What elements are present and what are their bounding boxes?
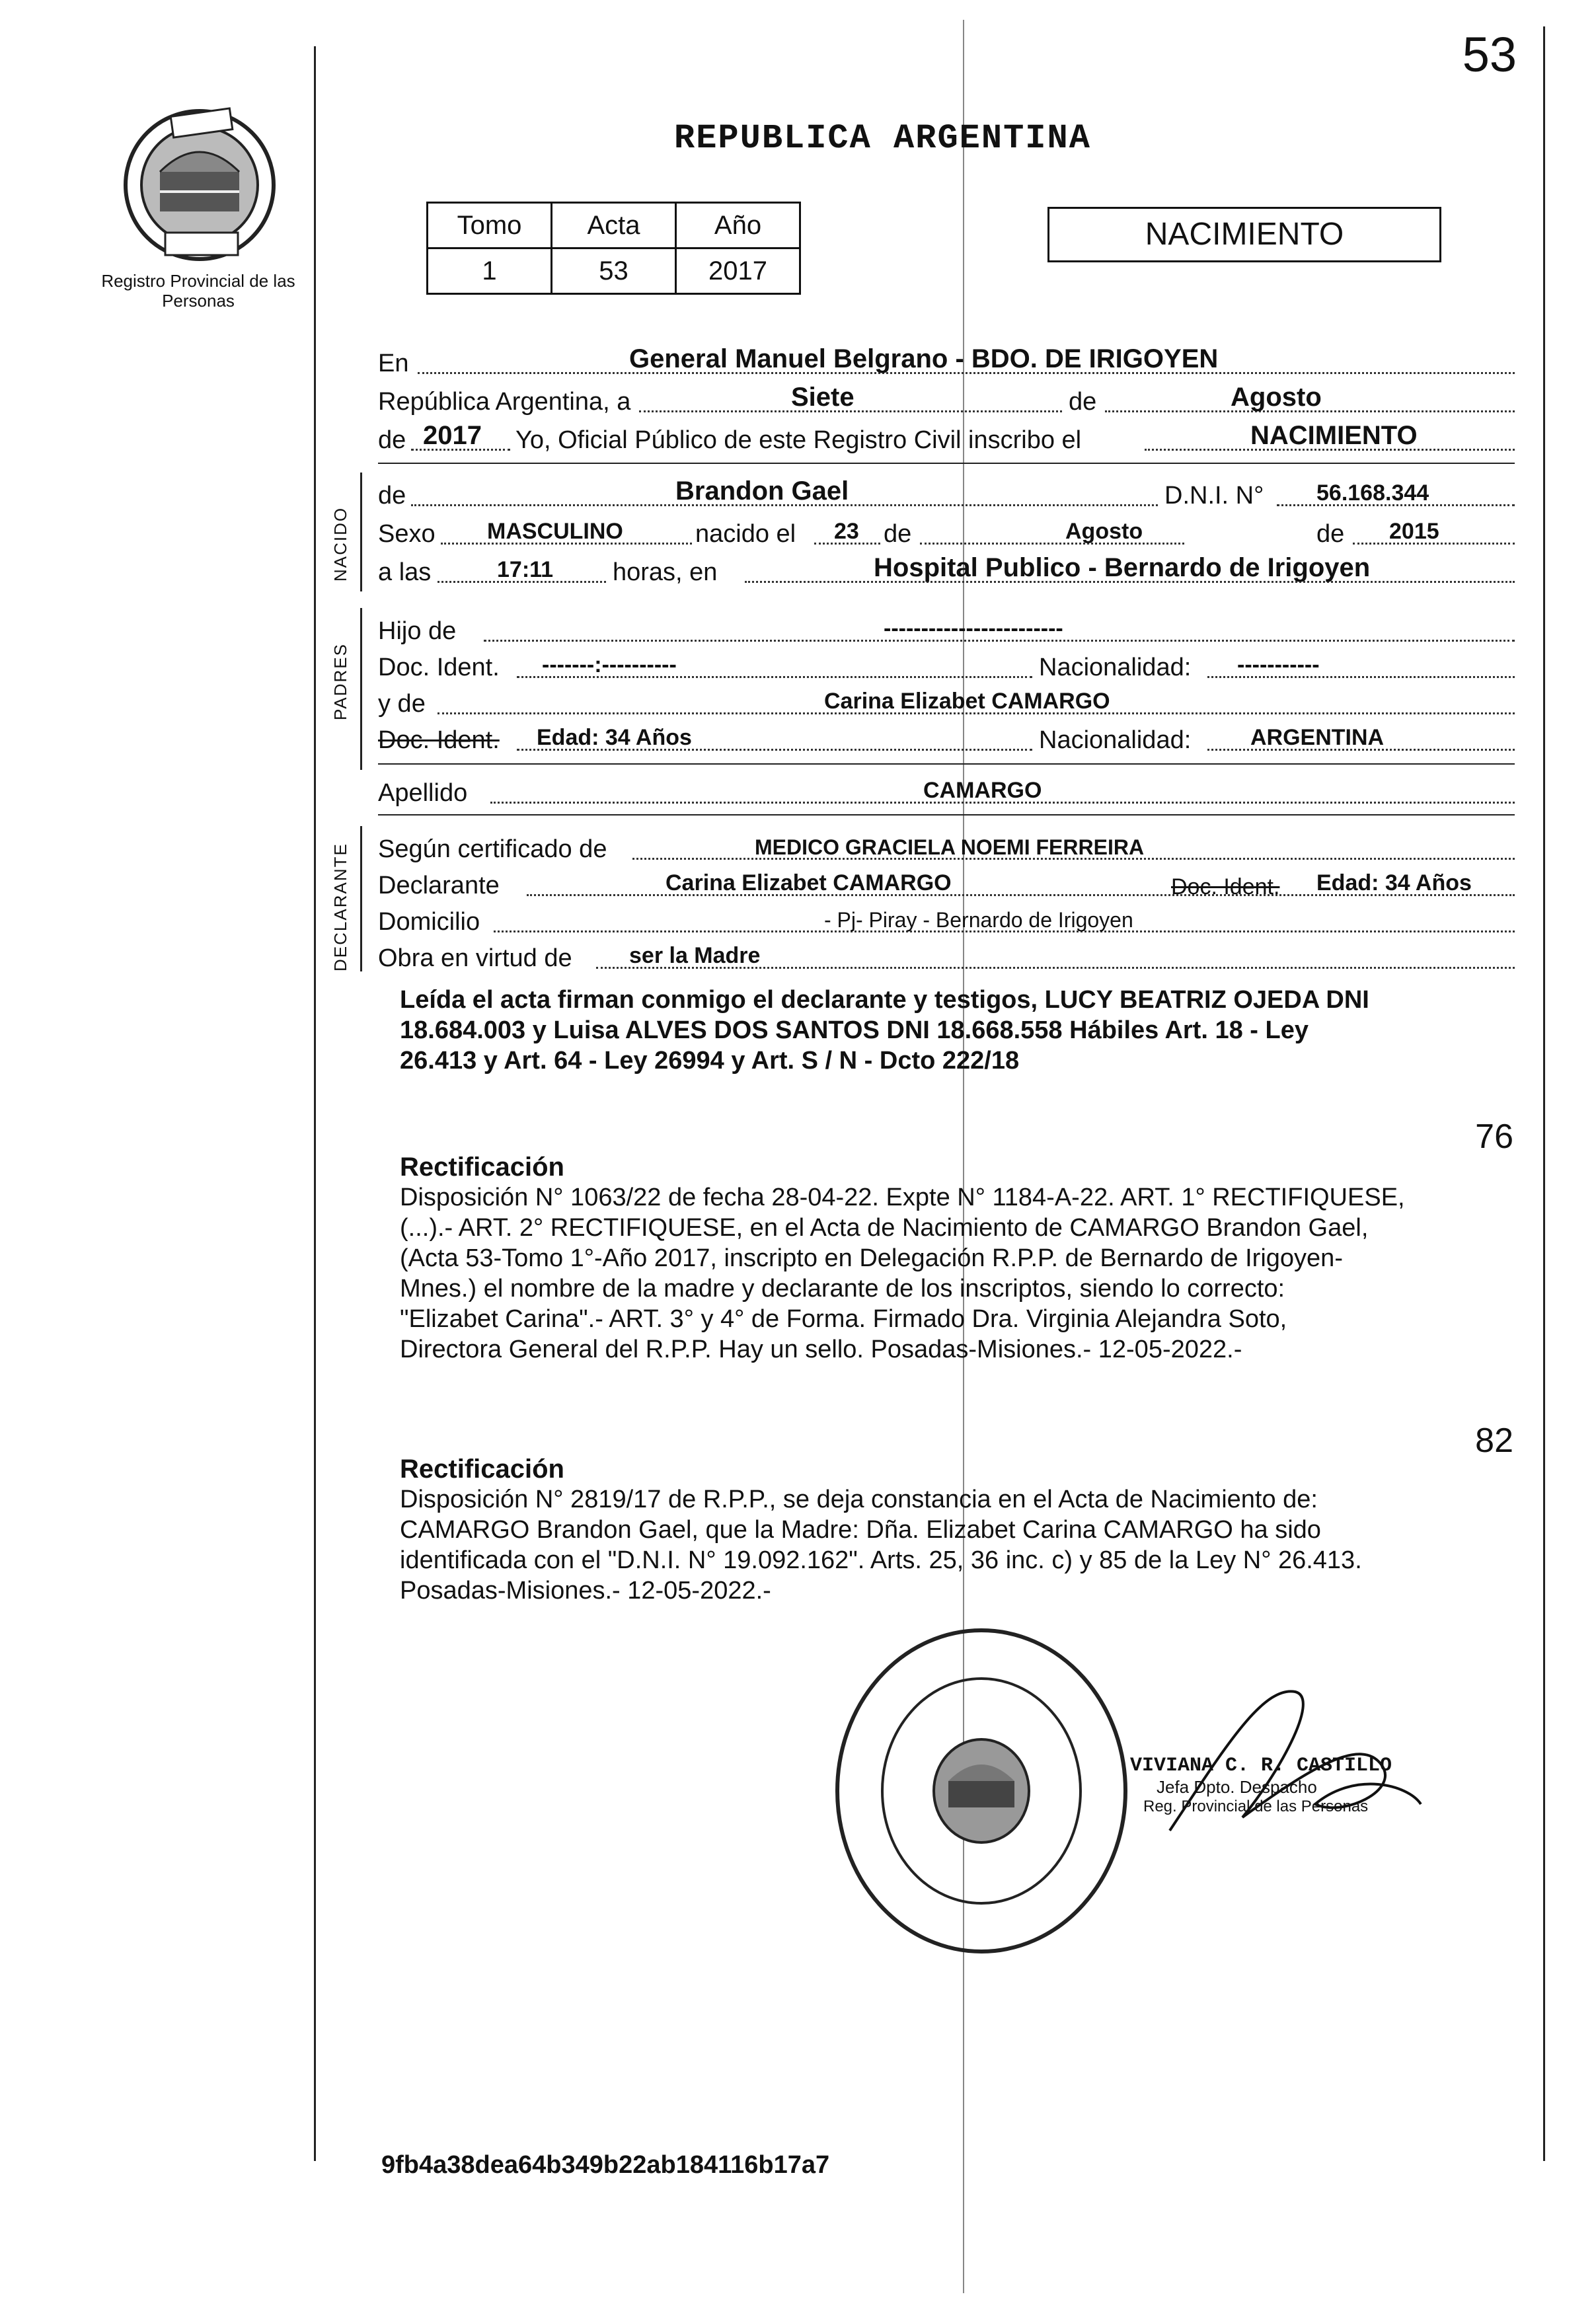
label-nacionalidad-2: Nacionalidad: [1039, 726, 1192, 754]
note-line: CAMARGO Brandon Gael, que la Madre: Dña. Elizabet Carina CAMARGO ha sido [400, 1516, 1321, 1544]
label-dni: D.N.I. N° [1164, 482, 1264, 510]
declarante-bracket [360, 826, 362, 971]
note-line: "Elizabet Carina".- ART. 3° y 4° de Forma. Firmado Dra. Virginia Alejandra Soto, [400, 1305, 1287, 1333]
label-declarante: Declarante [378, 872, 500, 899]
signatory-role: Jefa Dpto. Despacho [1157, 1777, 1317, 1797]
label-decl-doc-struck: Doc. Ident. [1171, 874, 1280, 899]
record-header-ano: Año [676, 203, 800, 248]
note-line: Mnes.) el nombre de la madre y declarante de los inscriptos, siendo lo correcto: [400, 1275, 1285, 1303]
label-apellido: Apellido [378, 779, 468, 807]
note-line: identificada con el "D.N.I. N° 19.092.162". Arts. 25, 36 inc. c) y 85 de la Ley N° 26.413. [400, 1546, 1362, 1574]
value-year: 2017 [423, 421, 482, 450]
value-time: 17:11 [497, 557, 554, 582]
value-birth-month: Agosto [1065, 519, 1143, 544]
official-stamp [829, 1622, 1133, 1959]
row-domicilio [378, 902, 1515, 939]
signature-scribble [1143, 1672, 1434, 1844]
record-type-box: NACIMIENTO [1047, 207, 1441, 262]
value-place: General Manuel Belgrano - BDO. DE IRIGOYEN [629, 344, 1219, 373]
record-ano: 2017 [676, 248, 800, 294]
note-line: Disposición N° 2819/17 de R.P.P., se deja constancia en el Acta de Nacimiento de: [400, 1486, 1318, 1513]
closing-line: 18.684.003 y Luisa ALVES DOS SANTOS DNI 18.668.558 Hábiles Art. 18 - Ley [400, 1016, 1309, 1044]
label-y-de: y de [378, 690, 426, 718]
value-father-nac: ----------- [1237, 652, 1320, 677]
signatory-office: Reg. Provincial de las Personas [1143, 1798, 1369, 1815]
note-title: Rectificación [400, 1153, 564, 1182]
label-a-las: a las [378, 558, 432, 586]
registry-caption: Registro Provincial de las Personas [101, 271, 295, 311]
row-certificado [378, 829, 1515, 866]
value-act-type: NACIMIENTO [1250, 421, 1418, 450]
label-doc-struck: Doc. Ident. [378, 726, 500, 754]
value-mother: Carina Elizabet CAMARGO [824, 689, 1110, 714]
value-day: Siete [791, 383, 855, 412]
row-name [378, 476, 1515, 513]
row-hora [378, 552, 1515, 589]
label-oficial: Yo, Oficial Público de este Registro Civil inscribo el [515, 426, 1082, 454]
record-tomo: 1 [428, 248, 552, 294]
label-en: En [378, 350, 409, 377]
right-margin-line [1543, 26, 1545, 2161]
row-declarante [378, 866, 1515, 903]
label-de4: de [1316, 520, 1345, 548]
nacido-bracket [360, 473, 362, 591]
section-rule [378, 763, 1515, 765]
row-sexo [378, 514, 1515, 551]
row-oficial [378, 420, 1515, 457]
label-nacido: nacido el [695, 520, 796, 548]
label-obra: Obra en virtud de [378, 944, 572, 972]
row-apellido [378, 773, 1515, 810]
document-title: REPUBLICA ARGENTINA [674, 119, 1091, 158]
record-acta: 53 [552, 248, 676, 294]
row-madre [378, 684, 1515, 721]
value-mother-age: Edad: 34 Años [537, 725, 692, 750]
value-declarante: Carina Elizabet CAMARGO [665, 870, 952, 895]
row-doc-madre [378, 720, 1515, 757]
row-en [378, 344, 1515, 381]
record-header-tomo: Tomo [428, 203, 552, 248]
value-father: ------------------------ [884, 616, 1063, 641]
rectification-note [400, 1152, 1517, 1365]
note-line: (Acta 53-Tomo 1°-Año 2017, inscripto en Delegación R.P.P. de Bernardo de Irigoyen- [400, 1244, 1343, 1272]
value-decl-age: Edad: 34 Años [1316, 870, 1472, 895]
label-name-de: de [378, 482, 406, 510]
label-nacionalidad: Nacionalidad: [1039, 654, 1192, 681]
signature-block [1130, 1755, 1461, 1816]
label-sexo: Sexo [378, 520, 436, 548]
closing-line: Leída el acta firman conmigo el declarante y testigos, LUCY BEATRIZ OJEDA DNI [400, 986, 1369, 1014]
closing-line: 26.413 y Art. 64 - Ley 26994 y Art. S / N - Dcto 222/18 [400, 1047, 1020, 1075]
value-apellido: CAMARGO [923, 778, 1042, 803]
value-sexo: MASCULINO [487, 519, 623, 544]
note-line: (...).- ART. 2° RECTIFIQUESE, en el Acta de Nacimiento de CAMARGO Brandon Gael, [400, 1214, 1369, 1242]
section-rule [378, 814, 1515, 815]
row-date [378, 382, 1515, 419]
label-de: de [1069, 388, 1097, 416]
note-title: Rectificación [400, 1455, 564, 1484]
note-line: Disposición N° 1063/22 de fecha 28-04-22. Expte N° 1184-A-22. ART. 1° RECTIFIQUESE, [400, 1184, 1405, 1211]
row-doc-padre [378, 648, 1515, 685]
left-margin-line [314, 46, 316, 2161]
page-number: 53 [1462, 27, 1517, 82]
document-hash: 9fb4a38dea64b349b22ab184116b17a7 [381, 2151, 830, 2179]
note-margin-number: 82 [1475, 1422, 1513, 1460]
side-label-nacido: NACIDO [330, 506, 350, 582]
value-name: Brandon Gael [675, 476, 849, 506]
label-doc: Doc. Ident. [378, 654, 500, 681]
value-birth-place: Hospital Publico - Bernardo de Irigoyen [874, 553, 1371, 582]
value-domicilio: - Pj- Piray - Bernardo de Irigoyen [824, 908, 1133, 932]
label-hijo: Hijo de [378, 617, 457, 645]
value-mother-nac: ARGENTINA [1250, 725, 1385, 750]
note-margin-number: 76 [1475, 1118, 1513, 1156]
label-republica: República Argentina, a [378, 388, 631, 416]
dotted-line [920, 543, 1184, 545]
label-de2: de [378, 426, 406, 454]
value-obra: ser la Madre [629, 943, 761, 968]
value-birth-year: 2015 [1389, 519, 1439, 544]
row-hijo [378, 611, 1515, 648]
note-line: Directora General del R.P.P. Hay un sello. Posadas-Misiones.- 12-05-2022.- [400, 1336, 1242, 1363]
label-de3: de [884, 520, 912, 548]
value-month: Agosto [1231, 383, 1322, 412]
section-rule [378, 463, 1515, 464]
province-logo [119, 106, 281, 264]
record-header-acta: Acta [552, 203, 676, 248]
padres-bracket [360, 608, 362, 770]
value-dni: 56.168.344 [1316, 480, 1429, 506]
label-certificado: Según certificado de [378, 835, 607, 863]
value-certificado: MEDICO GRACIELA NOEMI FERREIRA [755, 835, 1145, 859]
label-horas: horas, en [613, 558, 718, 586]
value-father-doc: -------:---------- [542, 652, 677, 677]
side-label-padres: PADRES [330, 643, 350, 720]
closing-paragraph [400, 985, 1517, 1076]
label-domicilio: Domicilio [378, 908, 480, 936]
value-birth-day: 23 [834, 519, 859, 544]
side-label-declarante: DECLARANTE [330, 843, 350, 971]
note-line: Posadas-Misiones.- 12-05-2022.- [400, 1577, 771, 1605]
signatory-name: VIVIANA C. R. CASTILLO [1130, 1755, 1392, 1777]
record-table [426, 202, 801, 295]
row-obra [378, 938, 1515, 975]
rectification-note [400, 1454, 1517, 1606]
